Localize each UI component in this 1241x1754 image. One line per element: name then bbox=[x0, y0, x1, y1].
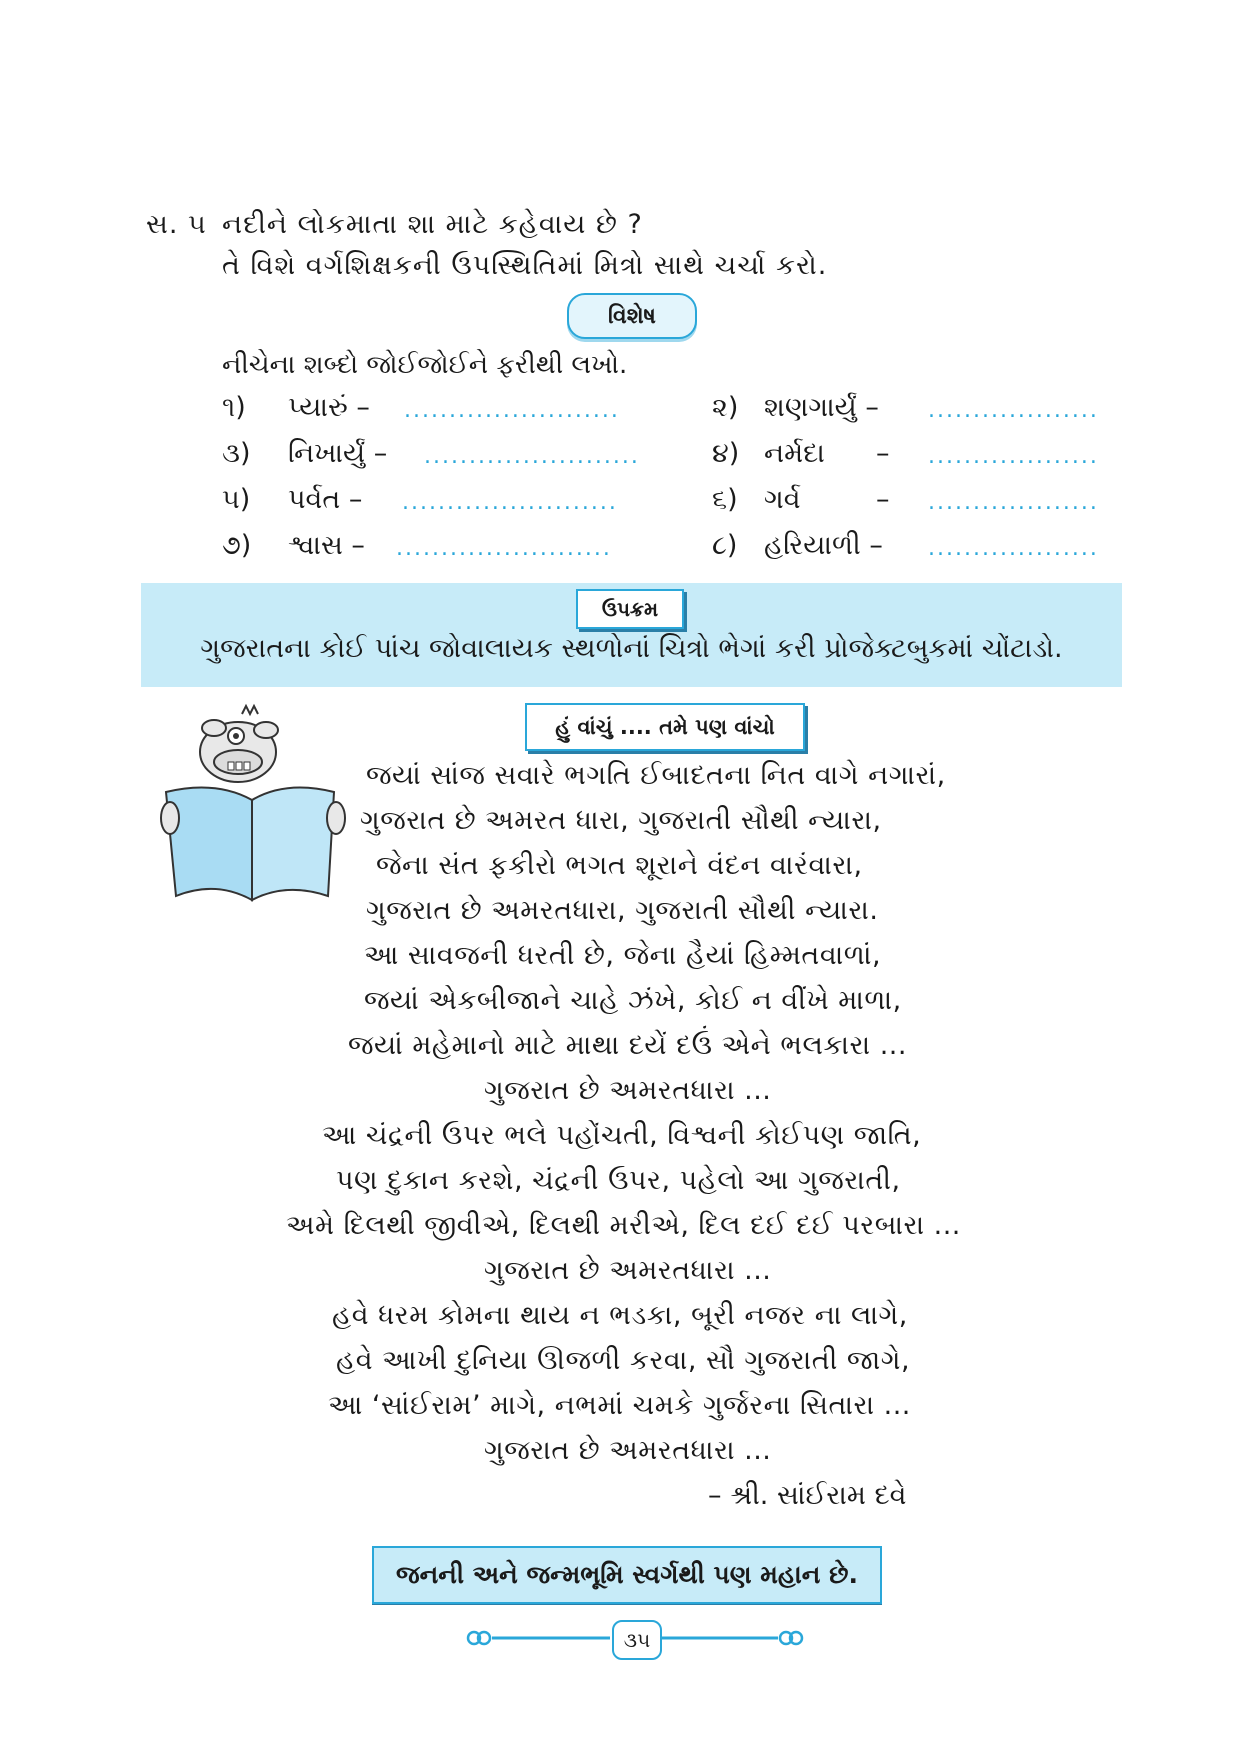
poem-line: આ ચંદ્રની ઉપર ભલે પહોંચતી, વિશ્વની કોઈપણ જાતિ, bbox=[322, 1120, 922, 1151]
answer-blank[interactable]: ........................ bbox=[424, 444, 640, 469]
list-item-word: નર્મદા bbox=[764, 438, 825, 469]
poem-line: ગુજરાત છે અમરતધારા, ગુજરાતી સૌથી ન્યારા. bbox=[366, 895, 879, 926]
list-item-num: ૩) bbox=[222, 438, 251, 469]
poem-line: જેના સંત ફકીરો ભગત શૂરાને વંદન વારંવારા, bbox=[376, 850, 863, 881]
proverb-box: જનની અને જન્મભૂમિ સ્વર્ગથી પણ મહાન છે. bbox=[372, 1546, 882, 1604]
reading-heading: હું વાંચું .... તમે પણ વાંચો bbox=[525, 703, 805, 751]
answer-blank[interactable]: ........................ bbox=[396, 536, 612, 561]
page-number: ૩૫ bbox=[612, 1620, 662, 1660]
question-subtext: તે વિશે વર્ગશિક્ષકની ઉપસ્થિતિમાં મિત્રો સાથે ચર્ચા કરો. bbox=[222, 250, 828, 281]
poem-line: હવે ધરમ કોમના થાય ન ભડકા, બૂરી નજર ના લાગે, bbox=[332, 1300, 908, 1331]
list-item-num: ૮) bbox=[712, 530, 738, 561]
question-number: સ. ૫ bbox=[146, 209, 207, 240]
dash: – bbox=[876, 484, 890, 515]
poem-line: હવે આખી દુનિયા ઊજળી કરવા, સૌ ગુજરાતી જાગે, bbox=[336, 1345, 911, 1376]
list-item-num: ૫) bbox=[222, 484, 251, 515]
dash: – bbox=[876, 438, 890, 469]
list-item-word: પ્યારું – bbox=[288, 392, 370, 423]
poem-line: જયાં સાંજ સવારે ભગતિ ઈબાદતના નિત વાગે નગારાં, bbox=[366, 760, 946, 791]
list-item-word: શ્વાસ – bbox=[288, 530, 365, 561]
answer-blank[interactable]: ........................ bbox=[402, 490, 618, 515]
list-item-num: ૪) bbox=[712, 438, 740, 469]
poem-line: ગુજરાત છે અમરત ધારા, ગુજરાતી સૌથી ન્યારા, bbox=[360, 805, 882, 836]
answer-blank[interactable]: ................... bbox=[928, 398, 1099, 423]
poem-line: પણ દુકાન કરશે, ચંદ્રની ઉપર, પહેલો આ ગુજરાતી, bbox=[336, 1165, 901, 1196]
reading-cartoon-illustration bbox=[156, 700, 352, 910]
poem-line: જયાં એકબીજાને ચાહે ઝંખે, કોઈ ન વીંખે માળા, bbox=[364, 985, 902, 1016]
poem-line: જયાં મહેમાનો માટે માથા દયેં દઉં એને ભલકારા ... bbox=[348, 1030, 907, 1061]
answer-blank[interactable]: ................... bbox=[928, 536, 1099, 561]
poem-line: આ ‘સાંઈરામ’ માગે, નભમાં ચમકે ગુર્જરના સિતારા ... bbox=[328, 1390, 911, 1421]
list-item-num: ૬) bbox=[712, 484, 738, 515]
poem-author: – શ્રી. સાંઈરામ દવે bbox=[708, 1480, 907, 1511]
answer-blank[interactable]: ................... bbox=[928, 490, 1099, 515]
activity-heading: ઉપક્રમ bbox=[576, 589, 684, 629]
special-heading: વિશેષ bbox=[567, 293, 697, 339]
list-item-word: શણગાર્યું – bbox=[764, 392, 879, 423]
list-item-num: ૭) bbox=[222, 530, 252, 561]
poem-line: અમે દિલથી જીવીએ, દિલથી મરીએ, દિલ દઈ દઈ પરબારા ... bbox=[286, 1210, 961, 1241]
poem-line: ગુજરાત છે અમરતધારા ... bbox=[484, 1255, 772, 1286]
answer-blank[interactable]: ................... bbox=[928, 444, 1099, 469]
list-item-word: હરિયાળી – bbox=[764, 530, 883, 561]
poem-line: ગુજરાત છે અમરતધારા ... bbox=[484, 1075, 772, 1106]
poem-line: ગુજરાત છે અમરતધારા ... bbox=[484, 1435, 772, 1466]
special-instruction: નીચેના શબ્દો જોઈજોઈને ફરીથી લખો. bbox=[222, 350, 628, 380]
poem-line: આ સાવજની ધરતી છે, જેના હૈયાં હિમ્મતવાળાં, bbox=[364, 940, 882, 971]
list-item-word: પર્વત – bbox=[288, 484, 363, 515]
list-item-word: ગર્વ bbox=[764, 484, 801, 515]
list-item-word: નિખાર્યું – bbox=[288, 438, 388, 469]
answer-blank[interactable]: ........................ bbox=[404, 398, 620, 423]
list-item-num: ૧) bbox=[222, 392, 246, 423]
list-item-num: ૨) bbox=[712, 392, 739, 423]
activity-text: ગુજરાતના કોઈ પાંચ જોવાલાયક સ્થળોનાં ચિત્રો ભેગાં કરી પ્રોજેક્ટબુકમાં ચોંટાડો. bbox=[200, 633, 1063, 664]
question-text: નદીને લોકમાતા શા માટે કહેવાય છે ? bbox=[222, 209, 643, 240]
